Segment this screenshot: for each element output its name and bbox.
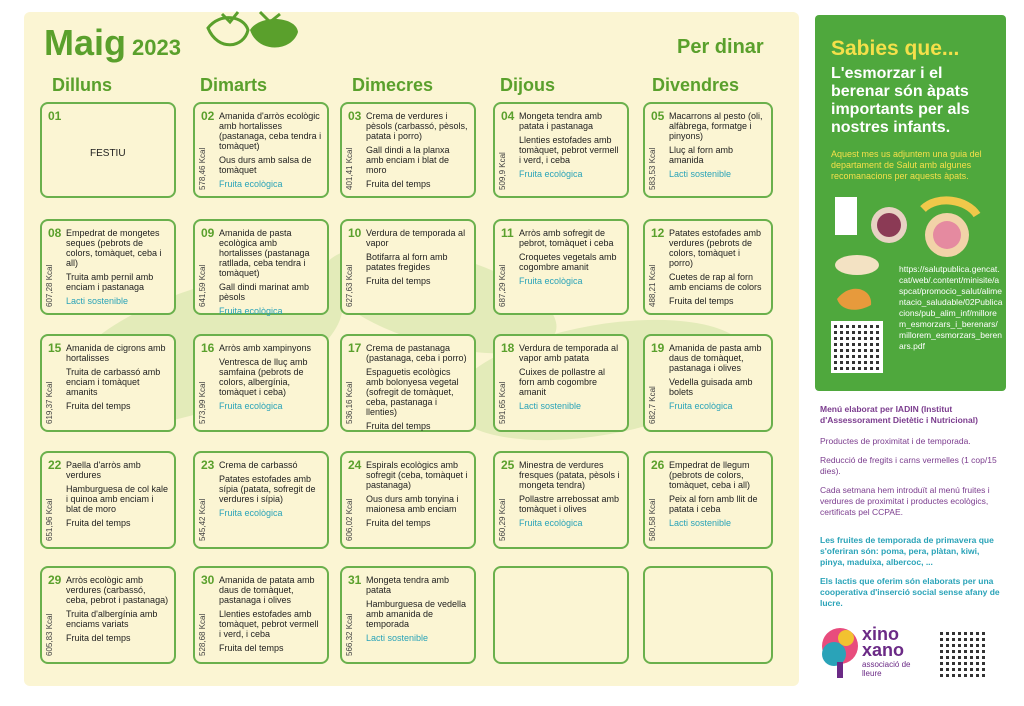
menu-item: Lacti sostenible <box>366 633 429 643</box>
day-cell <box>340 102 476 198</box>
kcal-label: 605,83 Kcal <box>45 613 54 656</box>
menu-item: Amanida de cigrons amb hortalisses <box>66 343 166 363</box>
kcal-label: 651,96 Kcal <box>45 498 54 541</box>
day-header-mon: Dilluns <box>52 75 113 95</box>
menu-items <box>366 460 469 532</box>
menu-items <box>219 228 322 320</box>
menu-items <box>219 343 322 415</box>
menu-item: Lluç al forn amb amanida <box>669 145 734 165</box>
menu-item: Minestra de verdures fresques (patata, pèsols i mongeta tendra) <box>519 460 620 490</box>
guide-url[interactable]: https://salutpublica.gencat.cat/web/.content/minisite/aspcat/promocio_salut/alimentacio_saludable/02Publicacions/pub_alim_inf/millorem_esmorzars_i_berenars/millorem_esmorzars_berenars.pdf <box>899 264 1003 351</box>
proximity-note: Productes de proximitat i de temporada. <box>820 436 971 446</box>
day-header-wed: Dimecres <box>352 75 434 95</box>
menu-items <box>669 111 766 183</box>
menu-item: Fruita del temps <box>366 518 431 528</box>
day-cell <box>340 451 476 549</box>
kcal-label: 573,99 Kcal <box>198 381 207 424</box>
kcal-label: 488,21 Kcal <box>648 264 657 307</box>
day-number: 29 <box>48 573 62 587</box>
menu-items <box>366 575 469 647</box>
menu-item: Mongeta tendra amb patata i pastanaga <box>519 111 603 131</box>
menu-items <box>66 460 169 532</box>
kcal-label: 682,7 Kcal <box>648 386 657 424</box>
menu-item: Truita de carbassó amb enciam i tomàquet amanits <box>66 367 161 397</box>
kcal-label: 528,68 Kcal <box>198 613 207 656</box>
menu-item: Fruita del temps <box>669 296 734 306</box>
guide-qr-code-icon <box>831 321 883 373</box>
day-number: 24 <box>348 458 362 472</box>
kcal-label: 607,28 Kcal <box>45 264 54 307</box>
day-number: 25 <box>501 458 515 472</box>
day-number: 09 <box>201 226 215 240</box>
menu-item: Gall dindi a la planxa amb enciam i blat de moro <box>366 145 450 175</box>
menu-item: Empedrat de llegum (pebrots de colors, tomàquet, ceba i all) <box>669 460 751 490</box>
menu-item: Lacti sostenible <box>66 296 129 306</box>
day-cell <box>643 451 773 549</box>
menu-item: Amanida d'arròs ecològic amb hortalisses (pastanaga, ceba tendra i tomàquet) <box>219 111 322 151</box>
menu-item: Llenties estofades amb tomàquet, pebrot vermell i verd, i ceba <box>519 135 619 165</box>
menu-item: Fruita ecològica <box>519 276 583 286</box>
kcal-label: 545,42 Kcal <box>198 498 207 541</box>
day-number: 11 <box>501 226 514 240</box>
day-number: 31 <box>348 573 362 587</box>
menu-item: Crema de verdures i pèsols (carbassó, pèsols, patata i porro) <box>366 111 468 141</box>
menu-items <box>366 343 469 435</box>
day-cell <box>643 334 773 432</box>
menu-item: Patates estofades amb verdures (pebrots de colors, tomàquet i porro) <box>669 228 762 268</box>
day-number: 17 <box>348 341 362 355</box>
kcal-label: 619,37 Kcal <box>45 381 54 424</box>
menu-items <box>669 343 766 415</box>
kcal-label: 536,16 Kcal <box>345 381 354 424</box>
menu-item: Amanida de patata amb daus de tomàquet, pastanaga i olives <box>219 575 315 605</box>
menu-item: Fruita ecològica <box>669 401 733 411</box>
day-cell <box>40 451 176 549</box>
info-panel <box>815 15 1006 391</box>
kcal-label: 560,29 Kcal <box>498 498 507 541</box>
day-number: 12 <box>651 226 665 240</box>
menu-item: Lacti sostenible <box>669 518 732 528</box>
breakfast-statement: L'esmorzar i el berenar són àpats importants per als nostres infants. <box>831 65 970 136</box>
menu-items <box>669 460 766 532</box>
day-number: 26 <box>651 458 665 472</box>
menu-item: Empedrat de mongetes seques (pebrots de colors, tomàquet, ceba i all) <box>66 228 162 268</box>
day-cell <box>643 219 773 315</box>
kcal-label: 641,59 Kcal <box>198 264 207 307</box>
day-header-tue: Dimarts <box>200 75 268 95</box>
kcal-label: 583,53 Kcal <box>648 147 657 190</box>
strawberry-icon <box>200 8 300 56</box>
day-cell <box>193 219 329 315</box>
menu-items <box>519 460 622 532</box>
day-number: 18 <box>501 341 515 355</box>
menu-item: Hamburguesa de col kale i quinoa amb enciam i blat de moro <box>66 484 169 514</box>
menu-item: Fruita ecològica <box>219 179 283 189</box>
month-label: Maig <box>44 22 127 63</box>
menu-item: Arròs ecològic amb verdures (carbassó, ceba, pebrot i pastanaga) <box>66 575 169 605</box>
day-cell <box>193 102 329 198</box>
kcal-label: 566,32 Kcal <box>345 613 354 656</box>
day-cell <box>493 219 629 315</box>
day-cell <box>493 102 629 198</box>
menu-items <box>66 575 169 647</box>
menu-item: Arròs amb xampinyons <box>219 343 312 353</box>
menu-item: Fruita del temps <box>366 179 431 189</box>
day-number: 05 <box>651 109 665 123</box>
menu-item: Mongeta tendra amb patata <box>366 575 450 595</box>
day-cell <box>40 566 176 664</box>
menu-item: Ous durs amb salsa de tomàquet <box>219 155 312 175</box>
day-cell <box>340 566 476 664</box>
menu-item: Ous durs amb tonyina i maionesa amb enciam <box>366 494 459 514</box>
fried-food-note: Reducció de fregits i carns vermelles (1 cop/15 dies). <box>820 455 997 476</box>
did-you-know-heading: Sabies que... <box>831 37 960 60</box>
day-number: 22 <box>48 458 62 472</box>
menu-item: Cuetes de rap al forn amb enciams de colors <box>669 272 762 292</box>
menu-items <box>669 228 766 310</box>
day-number: 10 <box>348 226 362 240</box>
menu-item: Fruita del temps <box>366 276 431 286</box>
logo-name: xino xano <box>862 624 905 660</box>
kcal-label: 687,29 Kcal <box>498 264 507 307</box>
kcal-label: 578,46 Kcal <box>198 147 207 190</box>
day-number: 08 <box>48 226 62 240</box>
day-cell <box>643 566 773 664</box>
spring-fruits-note: Les fruites de temporada de primavera que s'oferiran són: poma, pera, plàtan, kiwi, pinya, maduixa, albercoc, ... <box>820 535 994 567</box>
kcal-label: 627,63 Kcal <box>345 264 354 307</box>
menu-item: Crema de pastanaga (pastanaga, ceba i porro) <box>366 343 467 363</box>
menu-item: Peix al forn amb llit de patata i ceba <box>669 494 758 514</box>
day-number: 30 <box>201 573 215 587</box>
menu-item: Lacti sostenible <box>669 169 732 179</box>
menu-item: Amanida de pasta amb daus de tomàquet, pastanaga i olives <box>669 343 762 373</box>
menu-items <box>519 228 622 290</box>
day-number: 15 <box>48 341 62 355</box>
menu-item: Crema de carbassó <box>219 460 298 470</box>
menu-items <box>219 575 322 657</box>
menu-item: Fruita ecològica <box>519 518 583 528</box>
menu-item: Fruita ecològica <box>219 306 283 316</box>
kcal-label: 606,02 Kcal <box>345 498 354 541</box>
menu-item: Ventresca de lluç amb samfaina (pebrots de colors, albergínia, tomàquet i ceba) <box>219 357 308 397</box>
day-header-fri: Divendres <box>652 75 740 95</box>
menu-items <box>66 228 169 310</box>
menu-item: Verdura de temporada al vapor amb patata <box>519 343 619 363</box>
day-cell <box>40 102 176 198</box>
day-number: 19 <box>651 341 665 355</box>
menu-item: Patates estofades amb sípia (patata, sofregit de verdures i sípia) <box>219 474 316 504</box>
menu-item: Fruita del temps <box>219 643 284 653</box>
menu-item: Fruita del temps <box>66 518 131 528</box>
kcal-label: 591,65 Kcal <box>498 381 507 424</box>
menu-item: Botifarra al forn amb patates fregides <box>366 252 448 272</box>
year-label: 2023 <box>132 35 181 60</box>
menu-item: Lacti sostenible <box>519 401 582 411</box>
elaborated-by: Menú elaborat per IADIN (Institut d'Assessorament Dietètic i Nutricional) <box>820 404 978 425</box>
page-title <box>44 22 181 64</box>
dairy-note: Els lactis que oferim són elaborats per una cooperativa d'inserció social sense afany de lucre. <box>820 576 1000 608</box>
menu-items <box>519 111 622 183</box>
menu-item: Truita d'albergínia amb enciams variats <box>66 609 158 629</box>
day-number: 16 <box>201 341 215 355</box>
logo-subtitle: associació de lleure <box>862 660 911 678</box>
day-number: 04 <box>501 109 515 123</box>
day-cell <box>40 334 176 432</box>
menu-item: Truita amb pernil amb enciam i pastanaga <box>66 272 154 292</box>
menu-items <box>66 343 169 415</box>
menu-item: Croquetes vegetals amb cogombre amanit <box>519 252 617 272</box>
menu-item: Vedella guisada amb bolets <box>669 377 753 397</box>
menu-item: Fruita ecològica <box>519 169 583 179</box>
holiday-label: FESTIU <box>90 148 126 159</box>
day-cell <box>193 566 329 664</box>
menu-item: Cuixes de pollastre al forn amb cogombre amanit <box>519 367 606 397</box>
menu-item: Fruita ecològica <box>219 508 283 518</box>
kcal-label: 509,9 Kcal <box>498 152 507 190</box>
menu-item: Paella d'arròs amb verdures <box>66 460 141 480</box>
menu-item: Gall dindi marinat amb pèsols <box>219 282 310 302</box>
day-number: 01 <box>48 109 62 123</box>
menu-item: Hamburguesa de vedella amb amanida de temporada <box>366 599 467 629</box>
menu-item: Fruita del temps <box>366 421 431 431</box>
menu-items <box>366 111 469 193</box>
day-cell <box>493 334 629 432</box>
menu-item: Verdura de temporada al vapor <box>366 228 466 248</box>
day-header-thu: Dijous <box>500 75 556 95</box>
guide-note: Aquest mes us adjuntem una guia del departament de Salut amb algunes recomanacions per aquests àpats. <box>831 149 982 181</box>
kcal-label: 580,58 Kcal <box>648 498 657 541</box>
menu-item: Llenties estofades amb tomàquet, pebrot vermell i verd, i ceba <box>219 609 319 639</box>
kcal-label: 401,41 Kcal <box>345 147 354 190</box>
day-cell <box>493 451 629 549</box>
day-cell <box>193 451 329 549</box>
day-number: 23 <box>201 458 215 472</box>
day-cell <box>340 219 476 315</box>
day-number: 02 <box>201 109 215 123</box>
menu-item: Fruita del temps <box>66 401 131 411</box>
menu-item: Fruita del temps <box>66 633 131 643</box>
day-number: 03 <box>348 109 362 123</box>
menu-items <box>519 343 622 415</box>
association-qr-code-icon <box>937 626 991 680</box>
day-cell <box>40 219 176 315</box>
menu-item: Fruita ecològica <box>219 401 283 411</box>
meal-subtitle: Per dinar <box>677 36 764 58</box>
menu-item: Espirals ecològics amb sofregit (ceba, tomàquet i pastanaga) <box>366 460 468 490</box>
menu-item: Amanida de pasta ecològica amb hortalisses (pastanaga ratllada, ceba tendra i tomàquet) <box>219 228 310 278</box>
menu-item: Espaguetis ecològics amb bolonyesa vegetal (sofregit de tomàquet, ceba, pastanaga i llenties) <box>366 367 459 417</box>
organic-note: Cada setmana hem introduït al menú fruites i verdures de proximitat i productes ecològics, certificats pel CCPAE. <box>820 485 990 517</box>
day-cell <box>193 334 329 432</box>
menu-items <box>366 228 469 290</box>
xino-xano-logo-icon <box>820 624 860 680</box>
day-cell <box>493 566 629 664</box>
menu-items <box>219 460 322 522</box>
menu-item: Arròs amb sofregit de pebrot, tomàquet i ceba <box>519 228 614 248</box>
menu-item: Pollastre arrebossat amb tomàquet i olives <box>519 494 620 514</box>
day-cell <box>340 334 476 432</box>
menu-item: Macarrons al pesto (oli, alfàbrega, formatge i pinyons) <box>669 111 763 141</box>
menu-items <box>219 111 322 193</box>
day-cell <box>643 102 773 198</box>
